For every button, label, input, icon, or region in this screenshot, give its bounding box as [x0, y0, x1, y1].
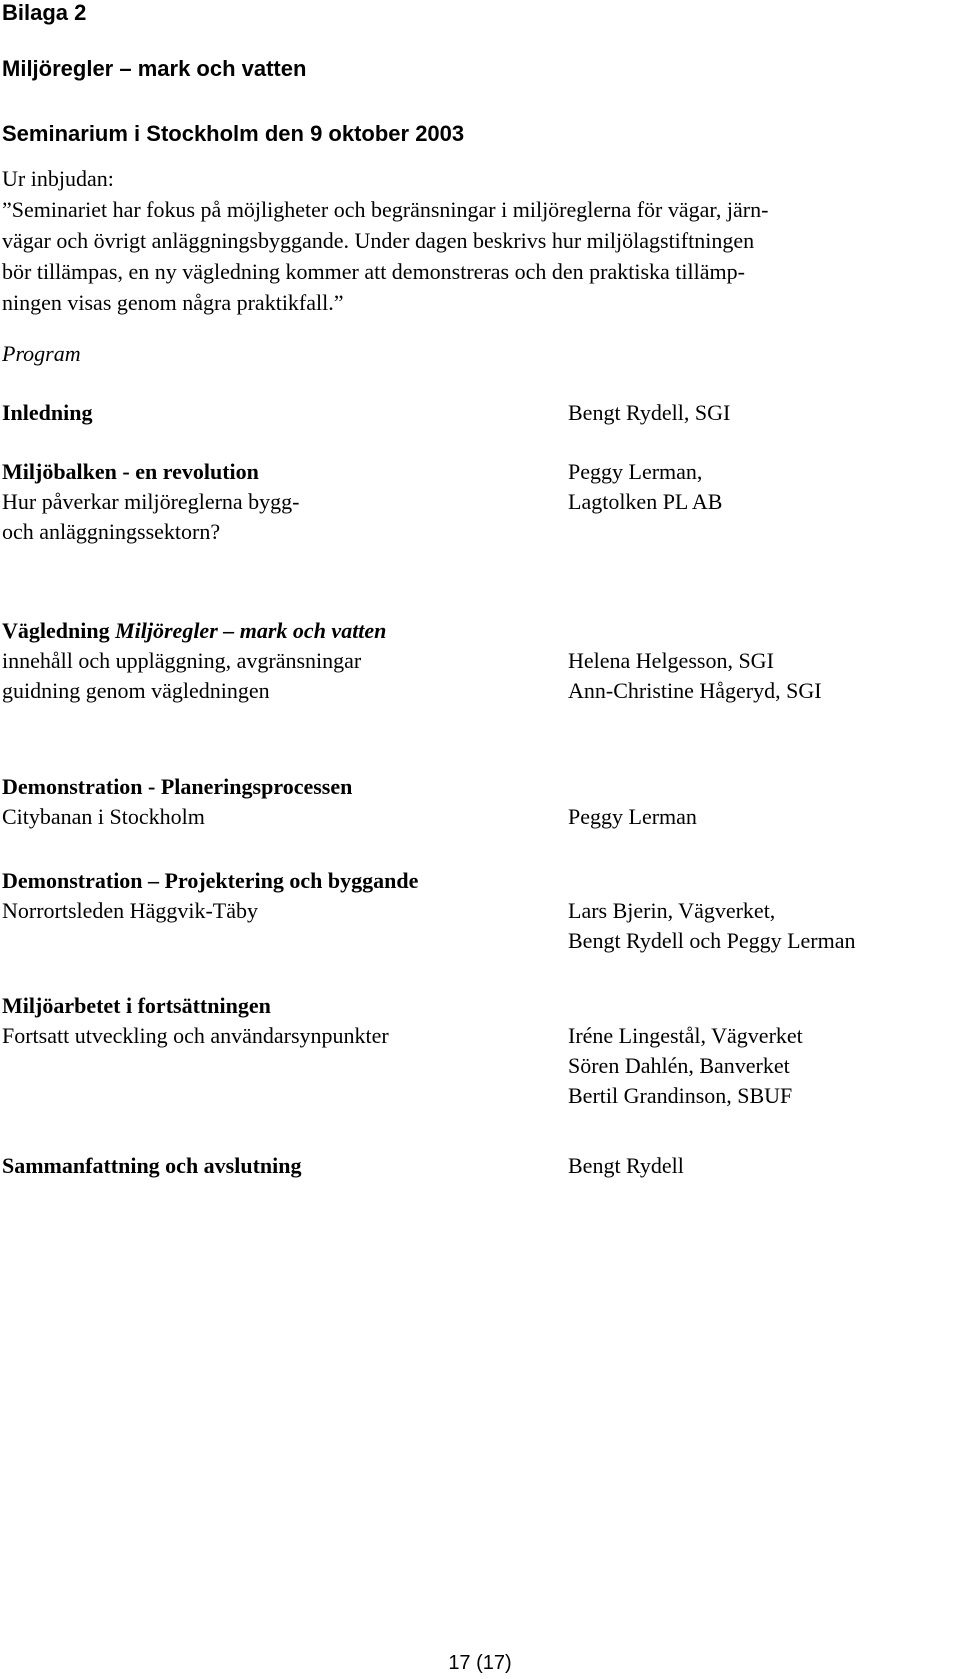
speaker: Bertil Grandinson, SBUF: [568, 1083, 793, 1108]
speaker: Sören Dahlén, Banverket: [568, 1053, 790, 1078]
program-item-desc: Norrortsleden Häggvik-Täby: [2, 898, 258, 923]
program-item: [2, 991, 389, 1051]
program-item-desc: Citybanan i Stockholm: [2, 804, 205, 829]
speaker: Helena Helgesson, SGI: [568, 648, 774, 673]
speaker: Ann-Christine Hågeryd, SGI: [568, 678, 822, 703]
program-item-desc: guidning genom vägledningen: [2, 678, 270, 703]
document-title: Miljöregler – mark och vatten: [2, 56, 307, 81]
appendix-label: Bilaga 2: [2, 0, 87, 25]
speaker: Lagtolken PL AB: [568, 489, 723, 514]
speaker: Peggy Lerman,: [568, 459, 703, 484]
speaker: Peggy Lerman: [568, 804, 697, 829]
speaker: Iréne Lingestål, Vägverket: [568, 1023, 803, 1048]
program-title: Program: [2, 341, 81, 366]
program-item-desc: innehåll och uppläggning, avgränsningar: [2, 648, 362, 673]
program-item-title: Miljöbalken - en revolution: [2, 459, 259, 484]
invitation-label: Ur inbjudan:: [2, 166, 114, 191]
program-item-title: Vägledning: [2, 618, 110, 643]
program-item-speakers: [568, 802, 697, 832]
program-item-title: Inledning: [2, 400, 93, 425]
program-item-title: Sammanfattning och avslutning: [2, 1153, 302, 1178]
program-item-title: Demonstration – Projektering och byggande: [2, 868, 419, 893]
program-item-title: Miljöarbetet i fortsättningen: [2, 993, 271, 1018]
invitation-line: ”Seminariet har fokus på möjligheter och begränsningar i miljöreglerna för vägar, järn-: [2, 197, 769, 222]
program-item: [2, 866, 418, 926]
program-item-speakers: [568, 1021, 803, 1111]
program-item: [2, 1151, 302, 1181]
invitation-line: ningen visas genom några praktikfall.”: [2, 290, 344, 315]
program-item-speakers: [568, 398, 730, 428]
invitation-line: vägar och övrigt anläggningsbyggande. Under dagen beskrivs hur miljölagstiftningen: [2, 228, 755, 253]
seminar-heading: Seminarium i Stockholm den 9 oktober 2003: [2, 121, 465, 146]
program-item-desc: Fortsatt utveckling och användarsynpunkter: [2, 1023, 389, 1048]
program-item: [2, 398, 93, 428]
speaker: Bengt Rydell: [568, 1153, 684, 1178]
program-item: [2, 616, 386, 706]
program-item-desc: och anläggningssektorn?: [2, 519, 221, 544]
program-item: [2, 772, 352, 832]
program-item-speakers: [568, 457, 722, 517]
program-item-speakers: [568, 646, 822, 706]
page-number: 17 (17): [448, 1652, 512, 1674]
speaker: Bengt Rydell och Peggy Lerman: [568, 928, 856, 953]
speaker: Bengt Rydell, SGI: [568, 400, 731, 425]
program-item-speakers: [568, 896, 856, 956]
invitation-line: bör tillämpas, en ny vägledning kommer att demonstreras och den praktiska tillämp-: [2, 259, 745, 284]
invitation-block: [2, 163, 768, 318]
program-item: [2, 457, 300, 547]
program-item-title: Demonstration - Planeringsprocessen: [2, 774, 353, 799]
program-item-speakers: [568, 1151, 684, 1181]
program-item-title-italic: Miljöregler – mark och vatten: [115, 618, 387, 643]
program-item-desc: Hur påverkar miljöreglerna bygg-: [2, 489, 300, 514]
speaker: Lars Bjerin, Vägverket,: [568, 898, 776, 923]
